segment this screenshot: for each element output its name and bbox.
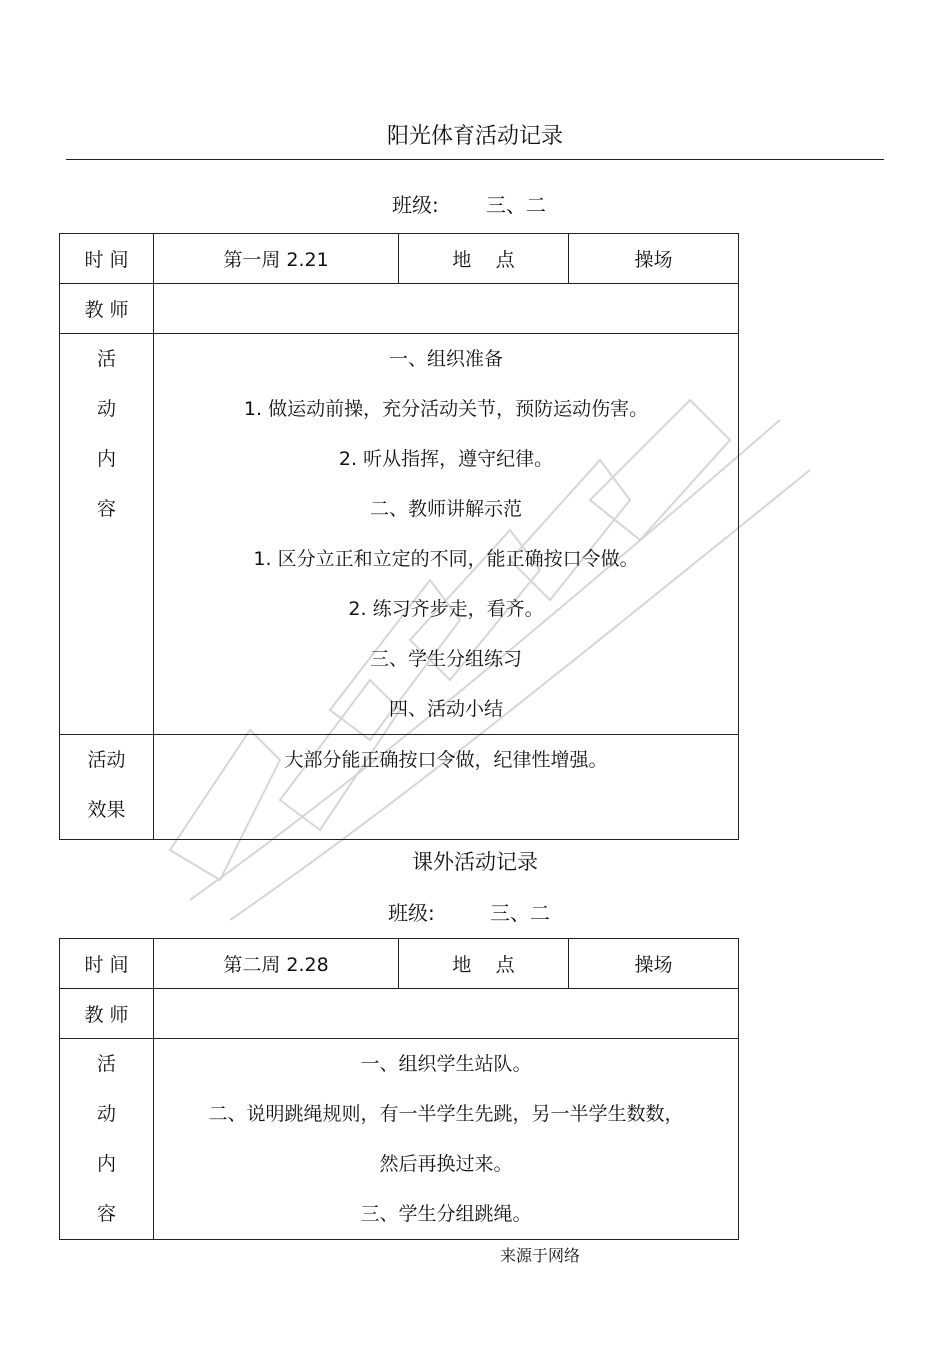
record1-content-label-char: 内 bbox=[96, 448, 116, 470]
record2-content-line: 一、组织学生站队。 bbox=[360, 1053, 532, 1075]
record1-content-label-char: 活 bbox=[96, 348, 116, 370]
record2-content-line: 然后再换过来。 bbox=[379, 1153, 513, 1175]
record2-place-label: 地 点 bbox=[399, 939, 569, 989]
record2-title: 课外活动记录 bbox=[412, 850, 538, 874]
record2-content-label-char: 动 bbox=[96, 1103, 116, 1125]
record2-class-value: 三、二 bbox=[490, 901, 550, 925]
record1-table bbox=[59, 233, 739, 840]
record1-place-value: 操场 bbox=[569, 234, 739, 284]
record1-content-label-char: 容 bbox=[96, 498, 116, 520]
record2-teacher-label: 教 师 bbox=[60, 989, 154, 1039]
title-rule bbox=[66, 159, 884, 160]
record2-content-label-char: 内 bbox=[96, 1153, 116, 1175]
record1-teacher-value bbox=[154, 284, 739, 334]
record1-effect-label-line: 效果 bbox=[87, 799, 126, 821]
record1-time-label: 时 间 bbox=[60, 234, 154, 284]
record2-time-value: 第二周 2.28 bbox=[154, 939, 399, 989]
record1-effect-label bbox=[60, 735, 154, 840]
record1-content-line: 1. 做运动前操，充分活动关节，预防运动伤害。 bbox=[243, 398, 649, 420]
record2-content-cell bbox=[154, 1039, 739, 1240]
record1-content-line: 一、组织准备 bbox=[388, 348, 503, 370]
record1-content-line: 1. 区分立正和立定的不同，能正确按口令做。 bbox=[253, 548, 639, 570]
record1-place-label: 地 点 bbox=[399, 234, 569, 284]
record2-time-label: 时 间 bbox=[60, 939, 154, 989]
record1-class-label: 班级: bbox=[392, 193, 439, 217]
record1-content-cell bbox=[154, 334, 739, 735]
record2-place-value: 操场 bbox=[569, 939, 739, 989]
record2-content-label-char: 活 bbox=[96, 1053, 116, 1075]
record1-effect-value: 大部分能正确按口令做，纪律性增强。 bbox=[154, 735, 739, 840]
footer-source: 来源于网络 bbox=[500, 1246, 581, 1265]
record2-content-line: 三、学生分组跳绳。 bbox=[360, 1203, 532, 1225]
record1-content-label bbox=[60, 334, 154, 735]
record2-class-label: 班级: bbox=[388, 901, 435, 925]
record1-title: 阳光体育活动记录 bbox=[386, 124, 563, 149]
record1-content-line: 二、教师讲解示范 bbox=[369, 498, 522, 520]
record2-teacher-value bbox=[154, 989, 739, 1039]
record2-content-line: 二、说明跳绳规则，有一半学生先跳，另一半学生数数， bbox=[208, 1103, 684, 1125]
record1-content-line: 四、活动小结 bbox=[388, 698, 503, 720]
record2-content-label bbox=[60, 1039, 154, 1240]
record1-time-value: 第一周 2.21 bbox=[154, 234, 399, 284]
record2-content-label-char: 容 bbox=[96, 1203, 116, 1225]
record1-content-label-char: 动 bbox=[96, 398, 116, 420]
record1-content-line: 2. 练习齐步走，看齐。 bbox=[348, 598, 544, 620]
record1-teacher-label: 教 师 bbox=[60, 284, 154, 334]
record1-content-line: 2. 听从指挥，遵守纪律。 bbox=[338, 448, 554, 470]
record1-class-value: 三、二 bbox=[486, 193, 546, 217]
record1-effect-label-line: 活动 bbox=[87, 749, 126, 771]
record1-content-line: 三、学生分组练习 bbox=[369, 648, 522, 670]
record2-table bbox=[59, 938, 739, 1240]
